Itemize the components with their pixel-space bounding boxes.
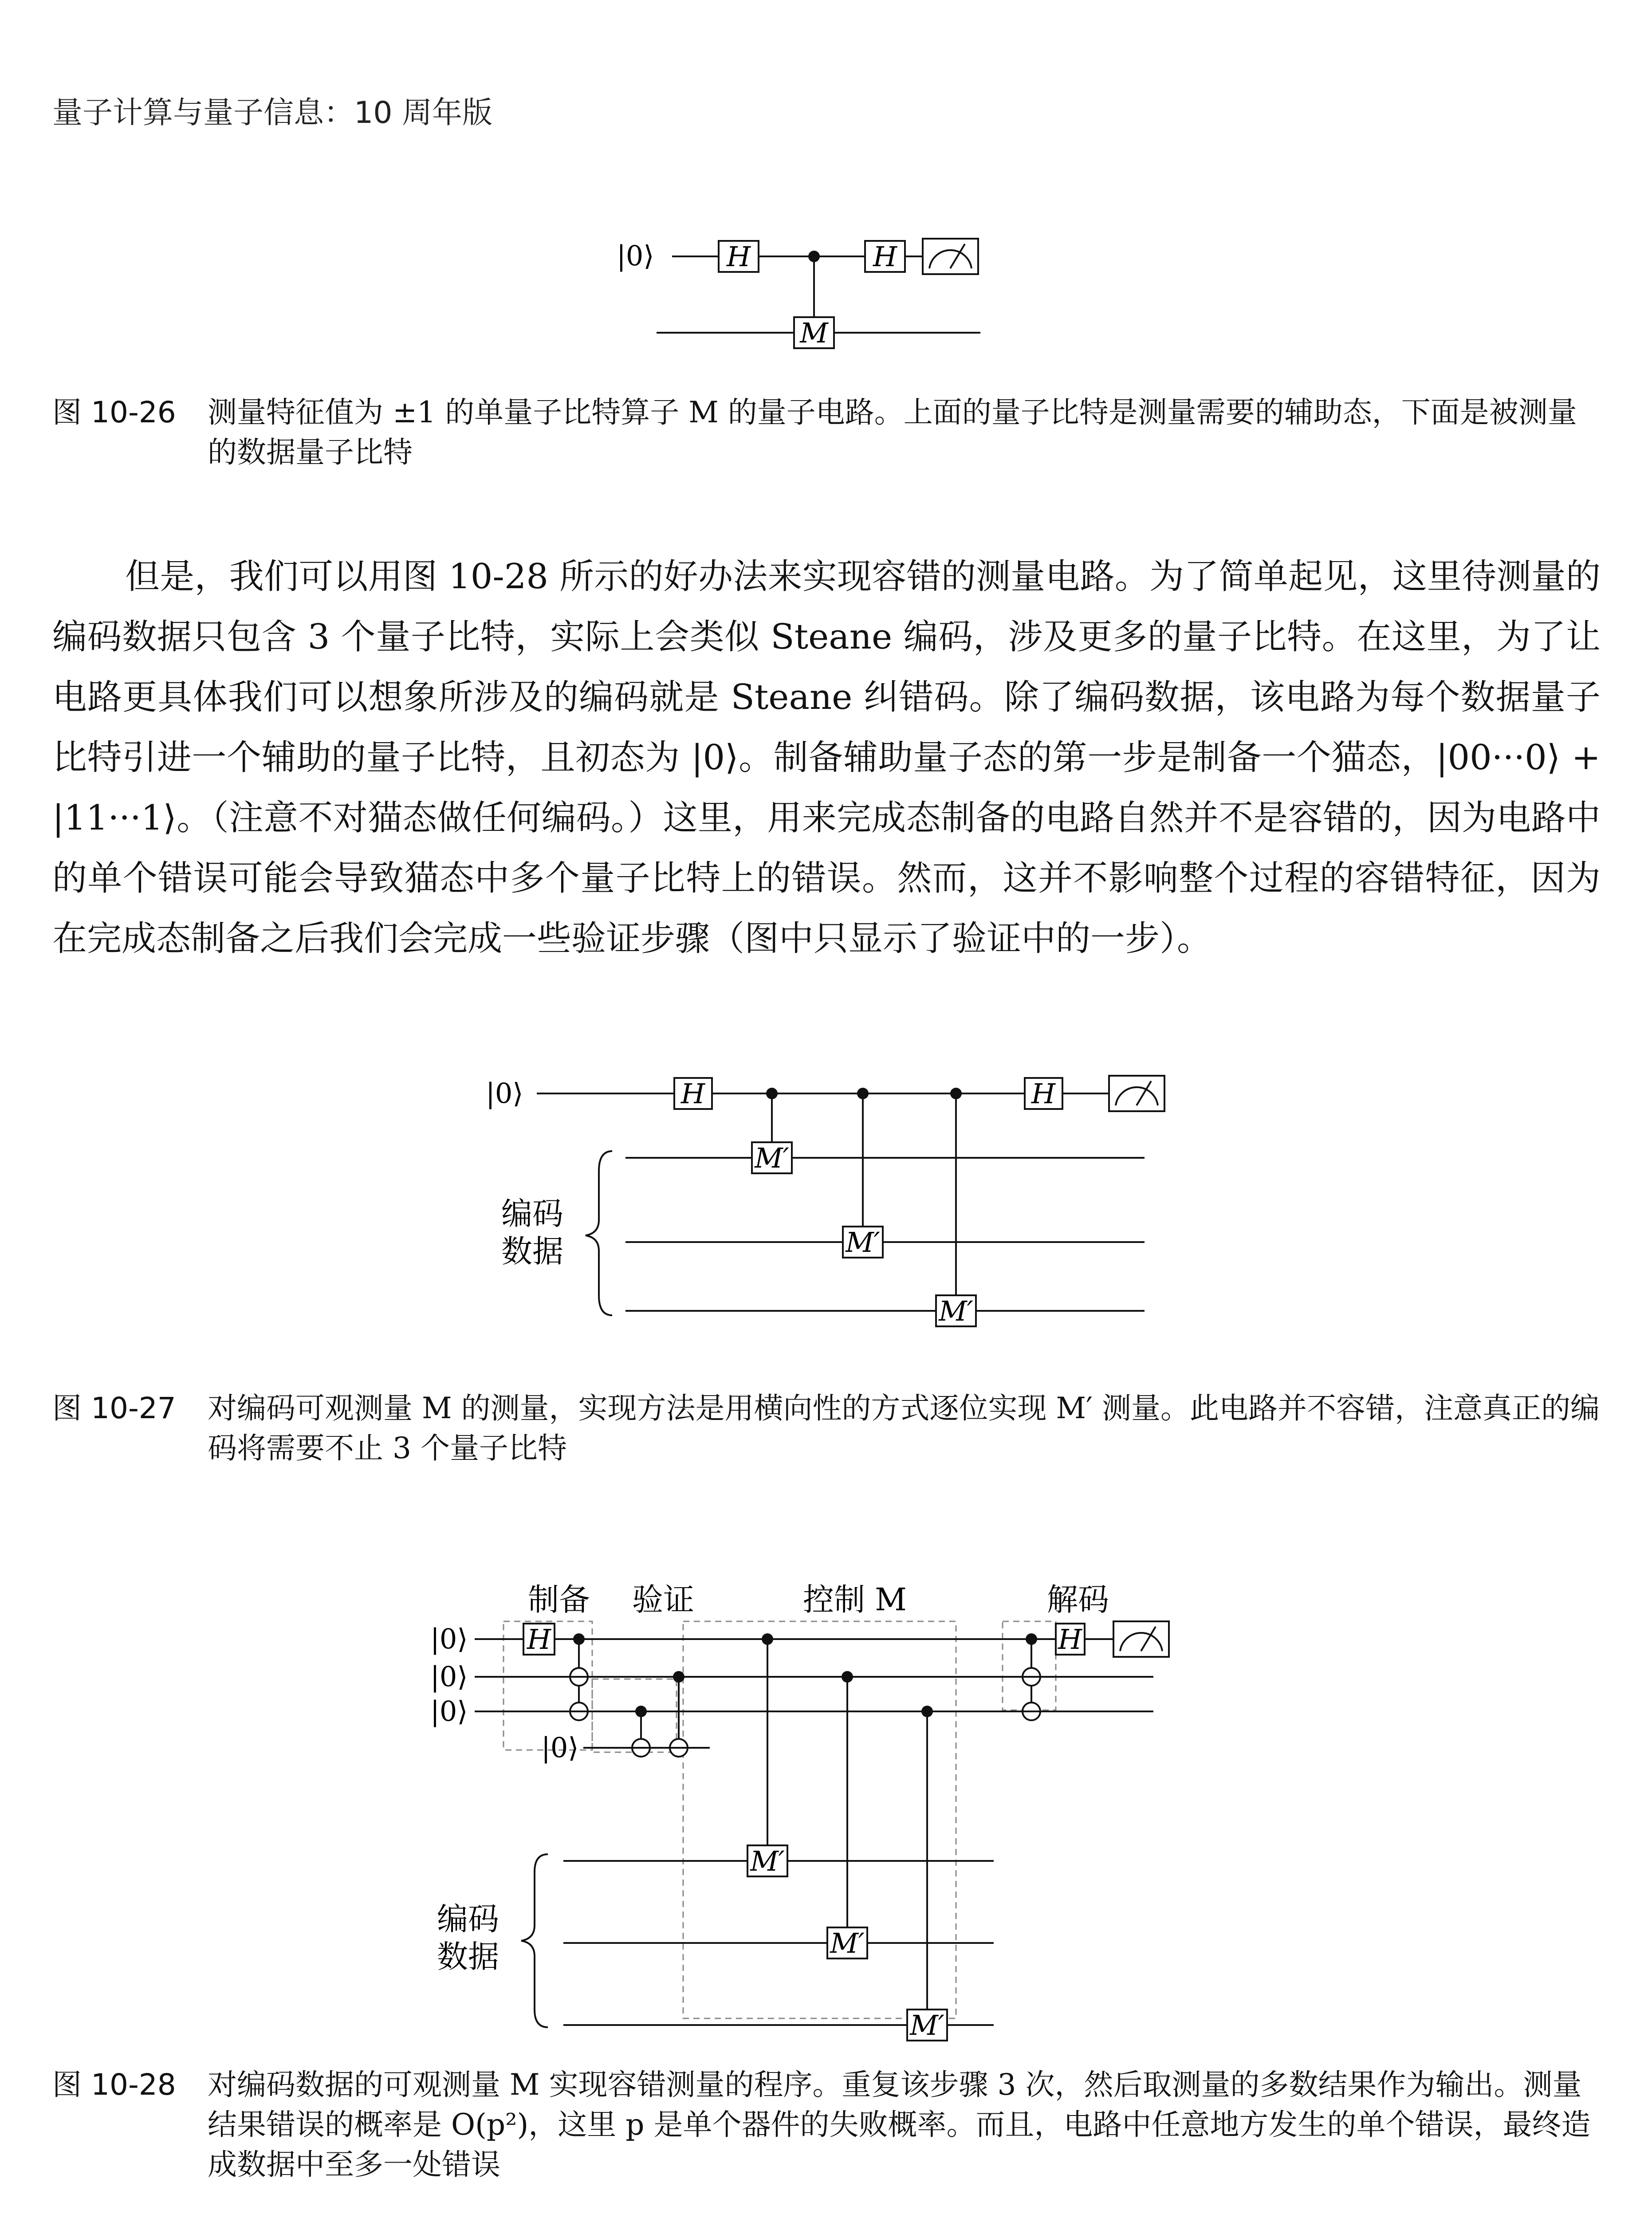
control-dot bbox=[857, 1088, 869, 1099]
caption-text: 对编码可观测量 M 的测量，实现方法是用横向性的方式逐位实现 M′ 测量。此电路并不容错，注意真正的编码将需要不止 3 个量子比特 bbox=[208, 1391, 1600, 1465]
measurement-meter-icon bbox=[1113, 1621, 1169, 1657]
control-dot bbox=[766, 1088, 778, 1099]
m-prime-gate bbox=[827, 1927, 867, 1959]
h-gate bbox=[1056, 1623, 1085, 1656]
figure-10-27-circuit bbox=[479, 1065, 1189, 1353]
body-paragraph: 但是，我们可以用图 10-28 所示的好办法来实现容错的测量电路。为了简单起见，这里待测量的编码数据只包含 3 个量子比特，实际上会类似 Steane 编码，涉及更多的量子比特。在这里，为了让电路更具体我们可以想象所涉及的编码就是 Steane 纠错码。除了编码数据，该电路为每个数据量子比特引进一个辅助的量子比特，且初态为 |0⟩。制备辅助量子态的第一步是制备一个猫态，|00···0⟩ + |11···1⟩。（注意不对猫态做任何编码。）这里，用来完成态制备的电路自然并不是容错的，因为电路中的单个错误可能会导致猫态中多个量子比特上的错误。然而，这并不影响整个过程的容错特征，因为在完成态制备之后我们会完成一些验证步骤（图中只显示了验证中的一步）。 bbox=[52, 557, 1601, 959]
caption-number: 图 10-27 bbox=[52, 1391, 176, 1425]
ket-zero: |0⟩ bbox=[541, 1731, 579, 1764]
svg-text:H: H bbox=[1058, 1623, 1082, 1656]
svg-text:H: H bbox=[680, 1078, 705, 1110]
encoded-data-label: 编码 bbox=[501, 1196, 563, 1232]
stage-label-prepare: 制备 bbox=[528, 1581, 590, 1618]
figure-10-28-circuit bbox=[417, 1570, 1233, 2041]
control-stage-box bbox=[683, 1621, 956, 2018]
m-prime-gate bbox=[907, 2009, 947, 2041]
svg-text:M′: M′ bbox=[830, 1927, 865, 1959]
stage-label-control: 控制 M bbox=[803, 1581, 907, 1618]
m-prime-gate bbox=[747, 1845, 787, 1877]
h-gate bbox=[865, 240, 905, 273]
encoded-data-label: 编码 bbox=[437, 1901, 499, 1937]
h-gate bbox=[674, 1078, 712, 1110]
caption-number: 图 10-26 bbox=[52, 395, 176, 429]
h-gate bbox=[719, 240, 759, 273]
running-header: 量子计算与量子信息：10 周年版 bbox=[52, 95, 493, 130]
encoded-data-label: 数据 bbox=[437, 1939, 499, 1975]
m-prime-gate bbox=[752, 1142, 792, 1174]
svg-text:H: H bbox=[527, 1623, 551, 1656]
h-gate bbox=[523, 1623, 555, 1656]
measurement-meter-icon bbox=[923, 239, 978, 274]
m-gate bbox=[794, 317, 834, 349]
figure-10-26-circuit bbox=[612, 222, 1011, 368]
svg-text:M′: M′ bbox=[755, 1142, 789, 1174]
svg-text:M′: M′ bbox=[846, 1226, 880, 1258]
ket-zero: |0⟩ bbox=[486, 1077, 523, 1109]
svg-text:M′: M′ bbox=[750, 1845, 785, 1877]
svg-text:M′: M′ bbox=[910, 2009, 944, 2041]
encoded-data-label: 数据 bbox=[501, 1233, 563, 1270]
control-dot bbox=[950, 1088, 962, 1099]
measurement-meter-icon bbox=[1109, 1076, 1164, 1111]
stage-label-decode: 解码 bbox=[1047, 1581, 1109, 1618]
ket-zero: |0⟩ bbox=[617, 240, 654, 272]
svg-text:H: H bbox=[1031, 1078, 1056, 1110]
control-dot bbox=[808, 251, 820, 262]
svg-text:M′: M′ bbox=[939, 1295, 973, 1327]
h-gate bbox=[1025, 1078, 1062, 1110]
m-prime-gate bbox=[936, 1295, 976, 1327]
figure-10-26-caption bbox=[52, 393, 1601, 472]
figure-10-28-caption bbox=[52, 2065, 1601, 2185]
ket-zero: |0⟩ bbox=[430, 1623, 468, 1655]
svg-text:M: M bbox=[800, 317, 828, 349]
m-prime-gate bbox=[843, 1226, 883, 1258]
caption-text: 对编码数据的可观测量 M 实现容错测量的程序。重复该步骤 3 次，然后取测量的多数结果作为输出。测量结果错误的概率是 O(p²)，这里 p 是单个器件的失败概率。而且，电路中任意地方发生的单个错误，最终造成数据中至多一处错误 bbox=[208, 2068, 1591, 2182]
caption-number: 图 10-28 bbox=[52, 2068, 176, 2102]
svg-text:H: H bbox=[873, 240, 897, 273]
figure-10-27-caption bbox=[52, 1388, 1601, 1468]
svg-text:H: H bbox=[726, 240, 751, 273]
ket-zero: |0⟩ bbox=[430, 1695, 468, 1727]
stage-label-verify: 验证 bbox=[632, 1581, 694, 1618]
ket-zero: |0⟩ bbox=[430, 1660, 468, 1693]
caption-text: 测量特征值为 ±1 的单量子比特算子 M 的量子电路。上面的量子比特是测量需要的辅助态，下面是被测量的数据量子比特 bbox=[208, 395, 1577, 469]
